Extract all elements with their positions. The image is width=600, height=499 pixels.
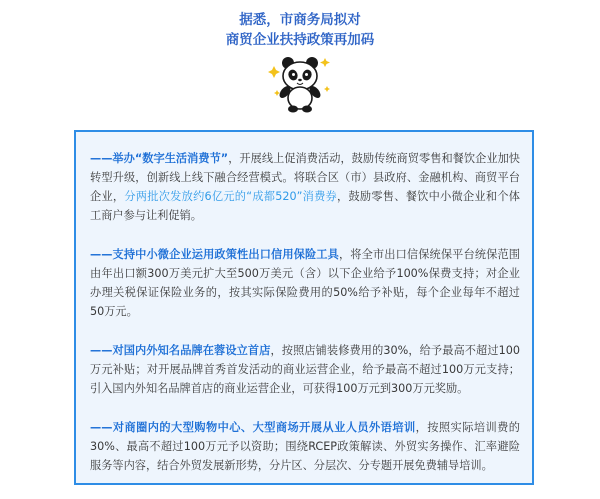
- consumption-voucher-link[interactable]: 分两批次发放约6亿元的“成都520”消费券: [124, 190, 337, 203]
- article-header: [0, 10, 600, 50]
- policy-lead-2: ——支持中小微企业运用政策性出口信用保险工具: [90, 248, 339, 261]
- policy-lead-3: ——对国内外知名品牌在蓉设立首店: [90, 344, 271, 357]
- panda-mascot-icon: [268, 52, 332, 114]
- header-line-2: 商贸企业扶持政策再加码: [225, 32, 375, 48]
- policy-card: [74, 130, 534, 485]
- policy-body-2: ，将全市出口信保统保平台统保范围由年出口额300万美元扩大至500万美元（含）以下企业给予100%保费支持；对企业办理关税保证保险业务的，按其实际保险费用的50%给予补贴，每个企业每年不超过50万元。: [90, 248, 520, 318]
- policy-paragraph-2: [90, 245, 520, 321]
- policy-paragraph-3: [90, 341, 520, 398]
- policy-lead-4: ——对商圈内的大型购物中心、大型商场开展从业人员外语培训: [90, 421, 416, 434]
- policy-lead-1: ——举办“数字生活消费节”: [90, 152, 229, 165]
- policy-paragraph-4: [90, 418, 520, 475]
- header-line-1: 据悉，市商务局拟对: [239, 12, 361, 28]
- policy-body-1a: ，开展线上促消费活动，鼓励传统商贸零售和餐饮企业加快转型升级，创新线上线下融合经营模式。将联合区（市）县政府、金融机构、商贸平台企业，: [90, 152, 520, 203]
- policy-body-1b: ，鼓励零售、餐饮中小微企业和个体工商户参与让利促销。: [90, 190, 520, 222]
- policy-body-4: ，按照实际培训费的30%、最高不超过100万元予以资助；围绕RCEP政策解读、外贸实务操作、汇率避险服务等内容，结合外贸发展新形势，分片区、分层次、分专题开展免费辅导培训。: [90, 421, 520, 472]
- policy-body-3: ，按照店铺装修费用的30%，给予最高不超过100万元补贴；对开展品牌首秀首发活动的商业运营企业，给予最高不超过100万元支持；引入国内外知名品牌首店的商业运营企业，可获得100万元到300万元奖励。: [90, 344, 520, 395]
- policy-paragraph-1: [90, 149, 520, 225]
